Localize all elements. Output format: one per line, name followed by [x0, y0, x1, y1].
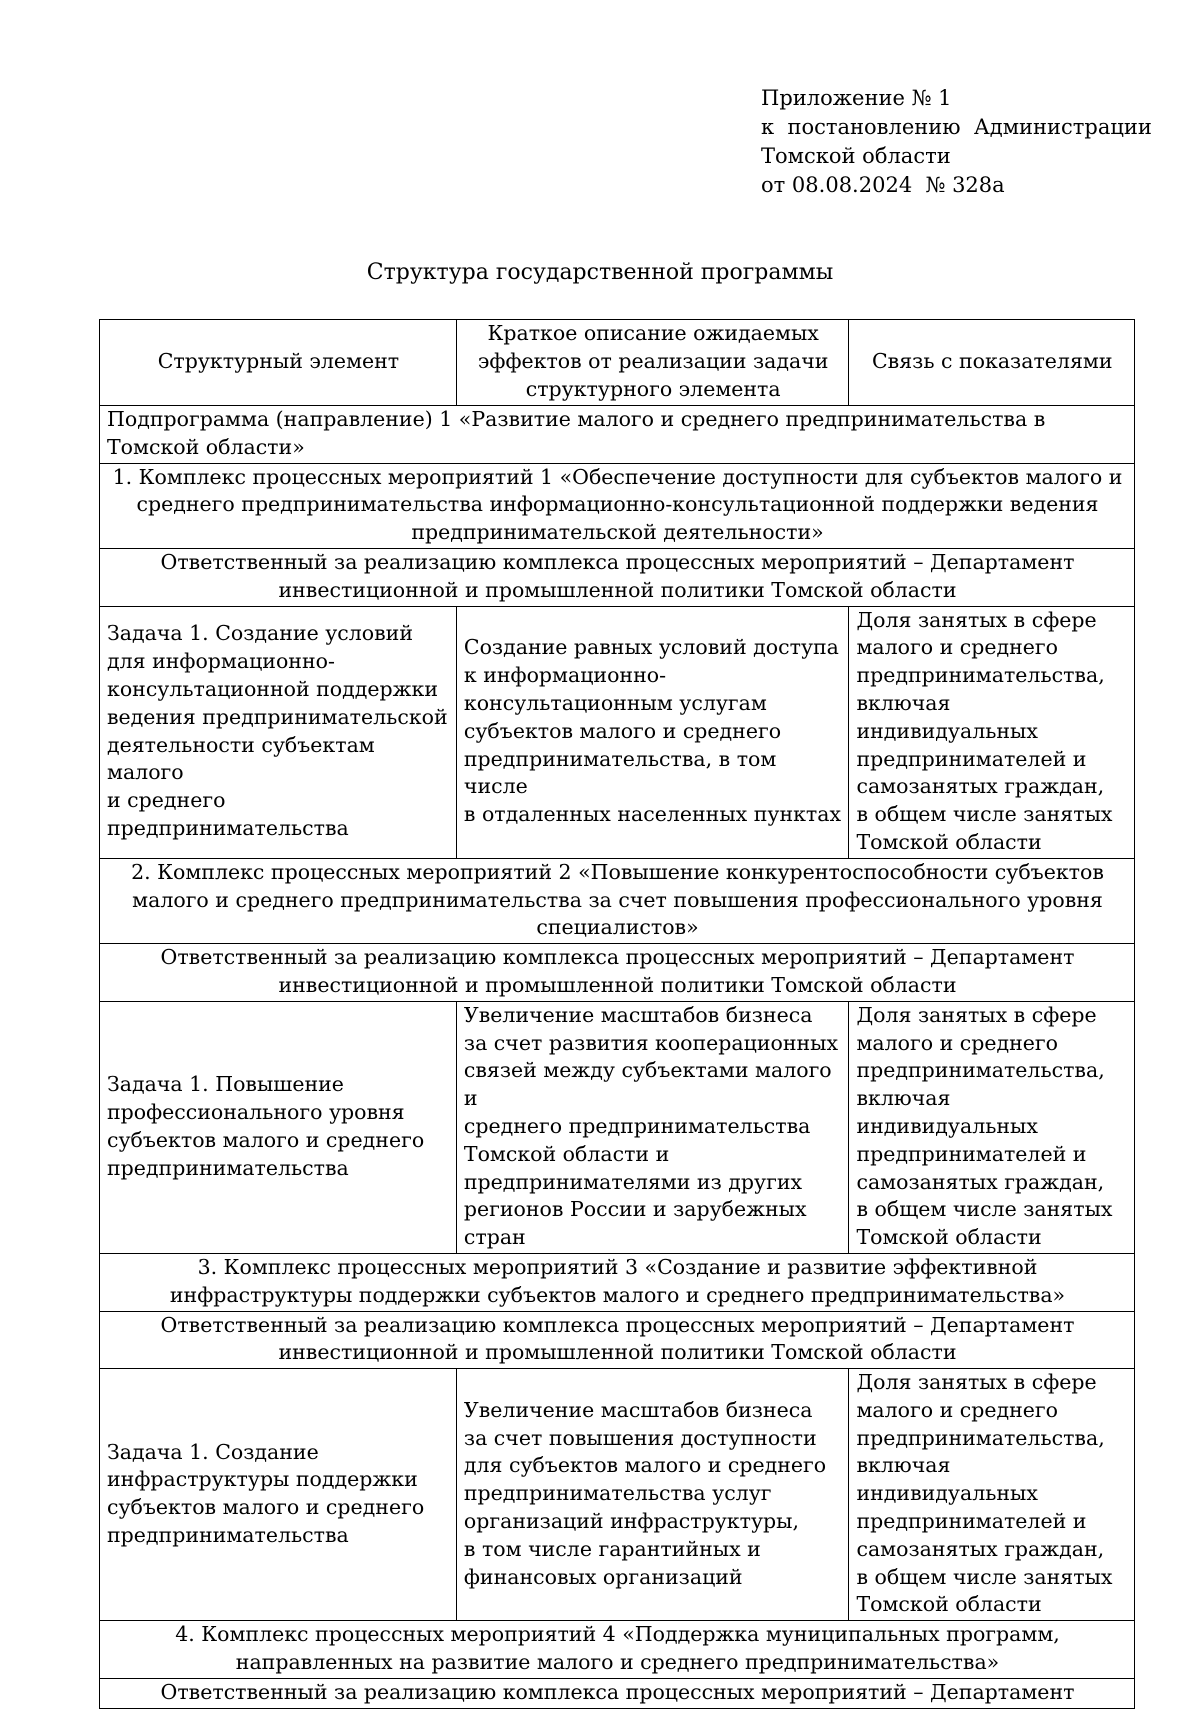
complex-row — [100, 1253, 1135, 1311]
page-title: Структура государственной программы — [366, 260, 834, 285]
task-row — [100, 606, 1135, 858]
task-cell: Задача 1. Создание инфраструктуры поддержки субъектов малого и среднего предпринимательства — [100, 1369, 457, 1621]
responsible-text: Ответственный за реализацию комплекса процессных мероприятий – Департамент инвестиционной и промышленной политики Томской области — [100, 944, 1135, 1002]
appendix-number: Приложение № 1 — [761, 86, 952, 110]
responsible-row — [100, 1678, 1135, 1708]
responsible-text: Ответственный за реализацию комплекса процессных мероприятий – Департамент — [100, 1678, 1135, 1708]
responsible-text: Ответственный за реализацию комплекса процессных мероприятий – Департамент инвестиционной и промышленной политики Томской области — [100, 548, 1135, 606]
effect-cell: Создание равных условий доступа к информационно- консультационным услугам субъектов малого и среднего предпринимательства, в том числе в отдаленных населенных пунктах — [456, 606, 849, 858]
complex-title: 3. Комплекс процессных мероприятий 3 «Создание и развитие эффективной инфраструктуры поддержки субъектов малого и среднего предпринимательства» — [100, 1253, 1135, 1311]
subprogram-row — [100, 406, 1135, 464]
complex-title: 1. Комплекс процессных мероприятий 1 «Обеспечение доступности для субъектов малого и среднего предпринимательства информационно-консультационной поддержки ведения предпринимательской деятельности» — [100, 463, 1135, 548]
subprogram-title: Подпрограмма (направление) 1 «Развитие малого и среднего предпринимательства в Томской области» — [100, 406, 1135, 464]
indicator-cell: Доля занятых в сфере малого и среднего предпринимательства, включая индивидуальных предпринимателей и самозанятых граждан, в общем числе занятых Томской области — [849, 1001, 1135, 1253]
responsible-row — [100, 1311, 1135, 1369]
appendix-region: Томской области — [761, 144, 951, 168]
complex-row — [100, 463, 1135, 548]
appendix-reference — [761, 84, 1152, 200]
indicator-cell: Доля занятых в сфере малого и среднего предпринимательства, включая индивидуальных предпринимателей и самозанятых граждан, в общем числе занятых Томской области — [849, 1369, 1135, 1621]
header-description: Краткое описание ожидаемых эффектов от реализации задачи структурного элемента — [456, 320, 849, 406]
complex-row — [100, 1621, 1135, 1679]
responsible-text: Ответственный за реализацию комплекса процессных мероприятий – Департамент инвестиционной и промышленной политики Томской области — [100, 1311, 1135, 1369]
appendix-decree: к постановлению Администрации — [761, 115, 1152, 139]
responsible-row — [100, 548, 1135, 606]
program-structure-table — [99, 319, 1135, 1709]
complex-title: 2. Комплекс процессных мероприятий 2 «Повышение конкурентоспособности субъектов малого и среднего предпринимательства за счет повышения профессионального уровня специалистов» — [100, 858, 1135, 943]
appendix-date: от 08.08.2024 № 328а — [761, 173, 1005, 197]
effect-cell: Увеличение масштабов бизнеса за счет развития кооперационных связей между субъектами малого и среднего предпринимательства Томской области и предпринимателями из других регионов России и зарубежных стран — [456, 1001, 849, 1253]
effect-cell: Увеличение масштабов бизнеса за счет повышения доступности для субъектов малого и среднего предпринимательства услуг организаций инфраструктуры, в том числе гарантийных и финансовых организаций — [456, 1369, 849, 1621]
task-cell: Задача 1. Создание условий для информационно- консультационной поддержки ведения предпринимательской деятельности субъектам малого и среднего предпринимательства — [100, 606, 457, 858]
header-indicators: Связь с показателями — [849, 320, 1135, 406]
header-structural-element: Структурный элемент — [100, 320, 457, 406]
task-row — [100, 1369, 1135, 1621]
table-header-row — [100, 320, 1135, 406]
responsible-row — [100, 944, 1135, 1002]
complex-row — [100, 858, 1135, 943]
complex-title: 4. Комплекс процессных мероприятий 4 «Поддержка муниципальных программ, направленных на развитие малого и среднего предпринимательства» — [100, 1621, 1135, 1679]
task-cell: Задача 1. Повышение профессионального уровня субъектов малого и среднего предпринимательства — [100, 1001, 457, 1253]
indicator-cell: Доля занятых в сфере малого и среднего предпринимательства, включая индивидуальных предпринимателей и самозанятых граждан, в общем числе занятых Томской области — [849, 606, 1135, 858]
task-row — [100, 1001, 1135, 1253]
